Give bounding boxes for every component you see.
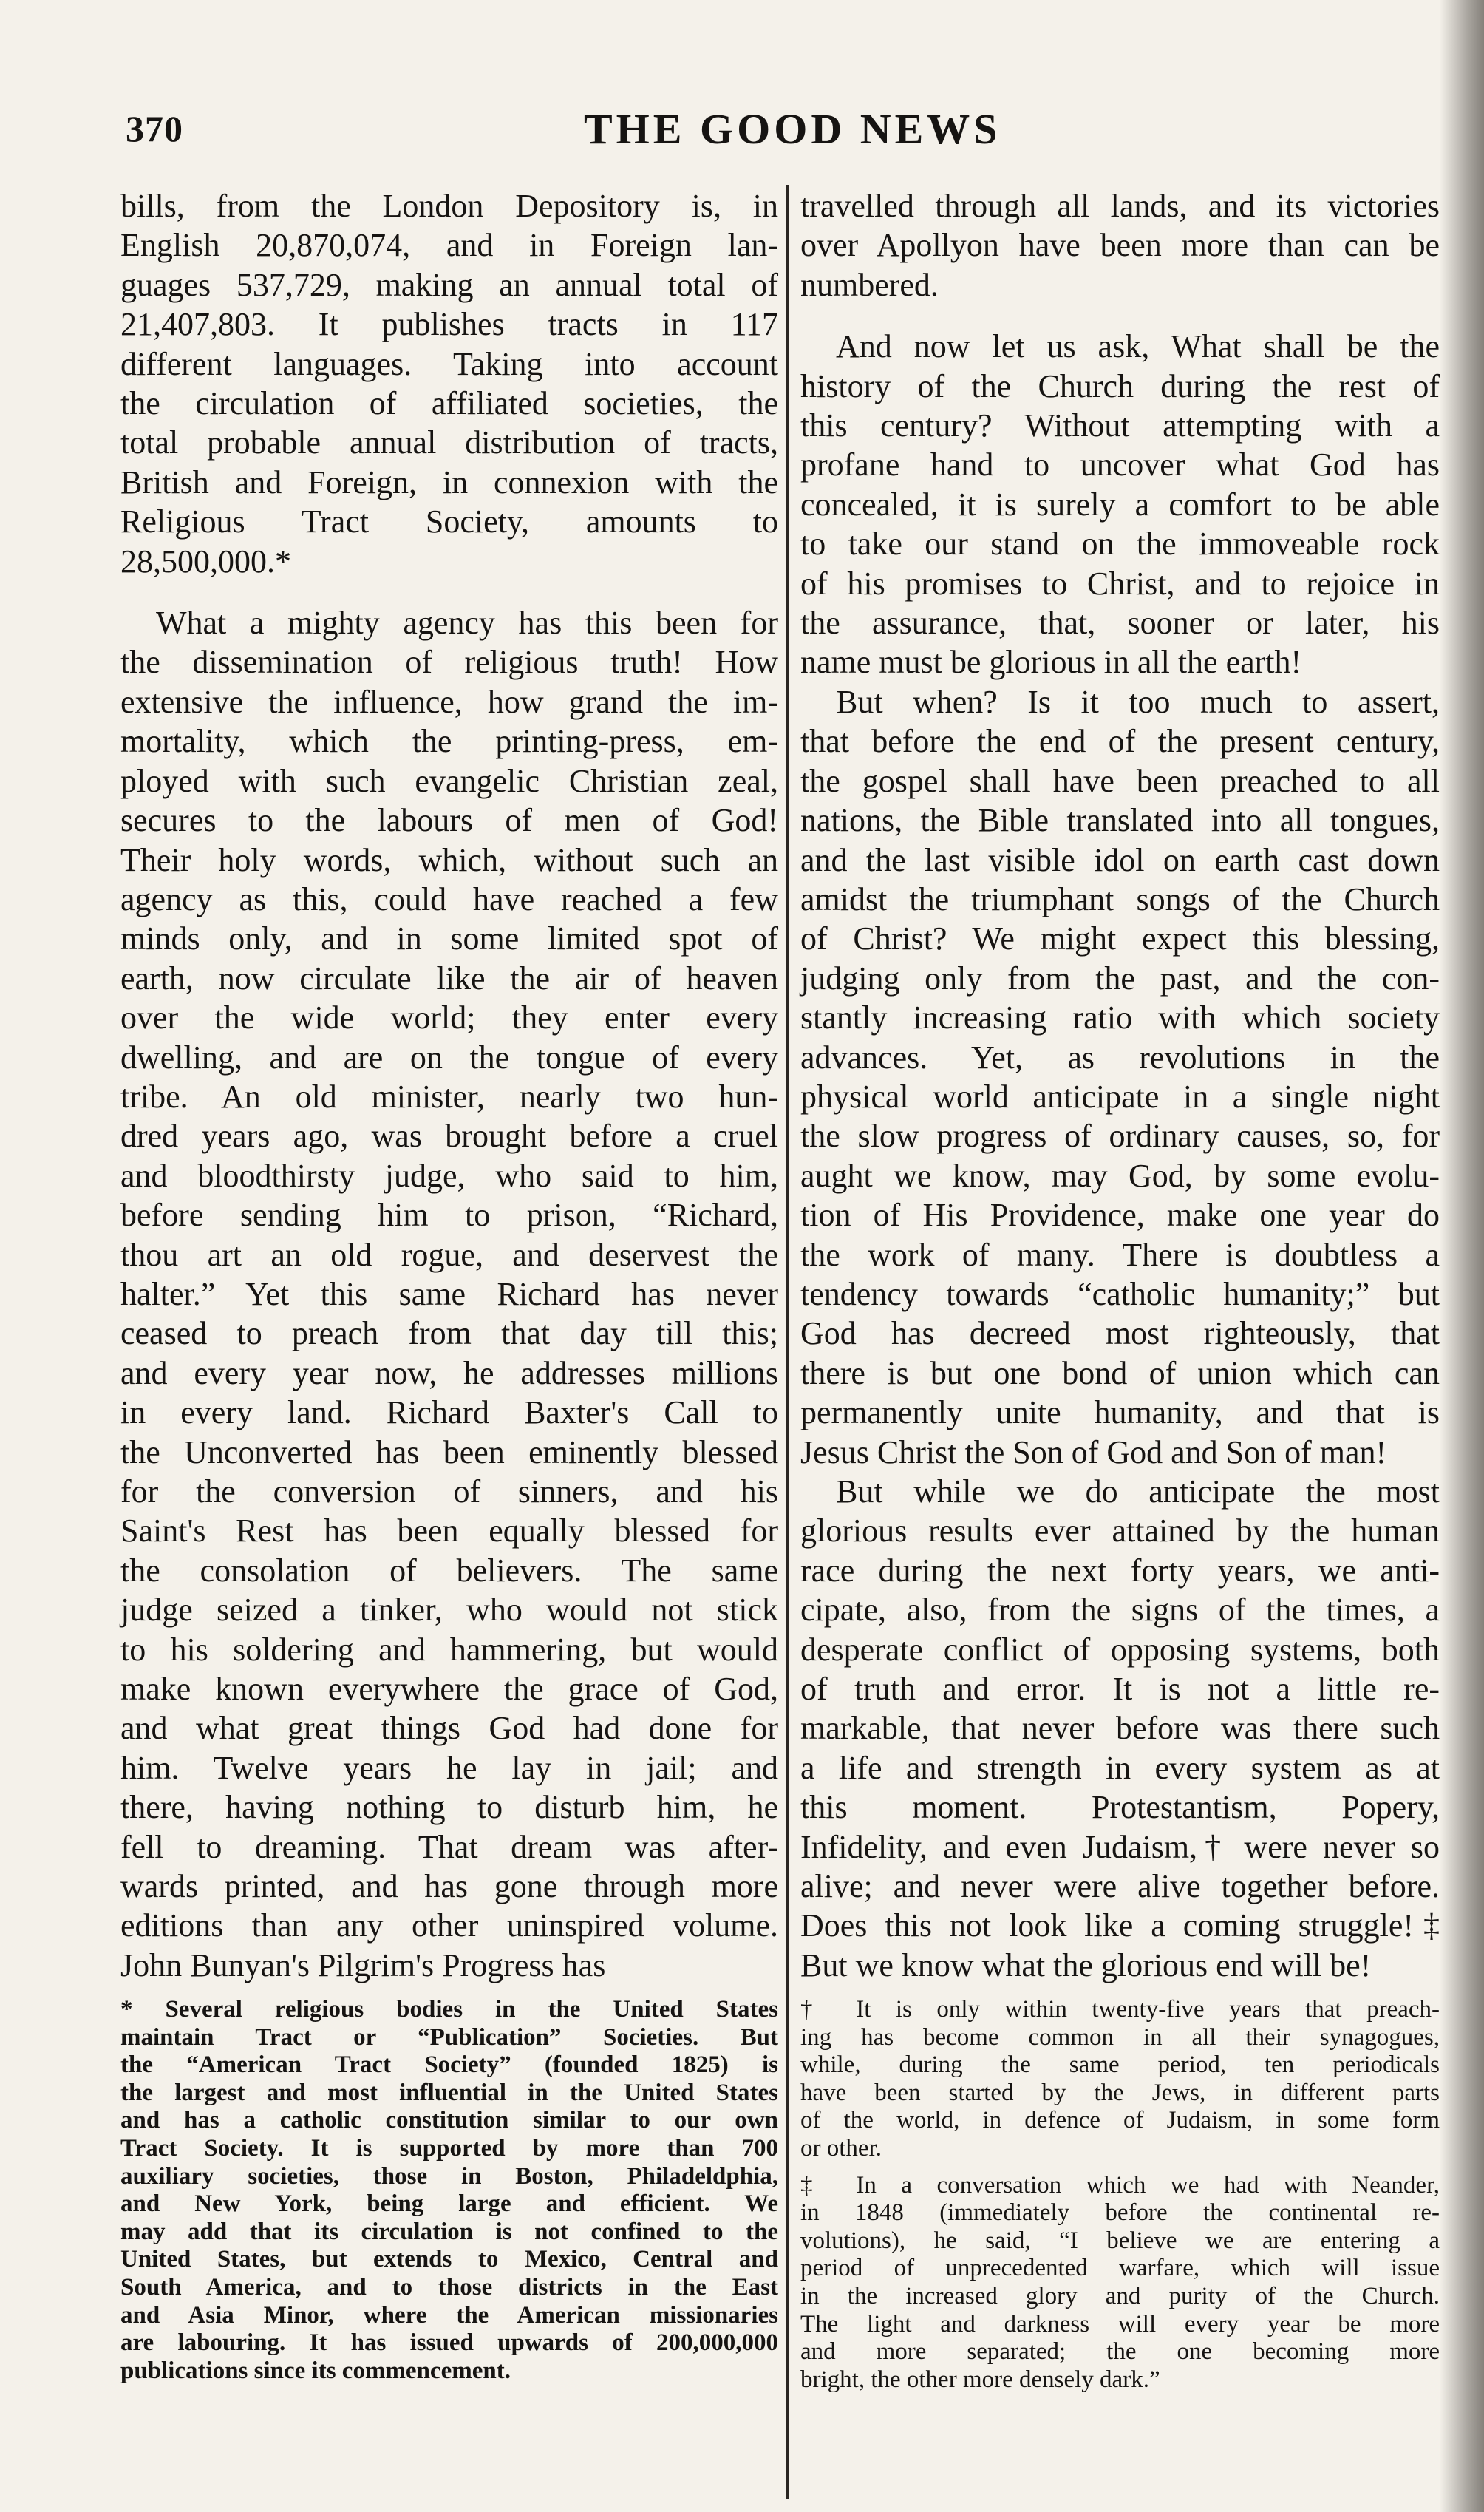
text-line: the assurance, that, sooner or later, his (800, 605, 1440, 642)
text-line: and bloodthirsty judge, who said to him, (120, 1157, 778, 1194)
text-line: secures to the labours of men of God! (120, 802, 778, 839)
text-line: halter.” Yet this same Richard has never (120, 1275, 778, 1312)
text-line: What a mighty agency has this been for (156, 605, 778, 642)
text-line: of the world, in defence of Judaism, in some form (800, 2107, 1440, 2134)
text-line: extensive the influence, how grand the im- (120, 683, 778, 720)
text-line: But while we do anticipate the most (836, 1473, 1440, 1510)
text-line: And now let us ask, What shall be the (836, 328, 1440, 365)
text-line: are labouring. It has issued upwards of 200,000,000 (120, 2329, 778, 2357)
paragraph-history-of-church (800, 327, 1440, 682)
text-line: make known everywhere the grace of God, (120, 1671, 778, 1708)
text-line: United States, but extends to Mexico, Central and (120, 2246, 778, 2273)
page-number: 370 (126, 108, 183, 149)
text-line: have been started by the Jews, in different parts (800, 2079, 1440, 2106)
text-line: wards printed, and has gone through more (120, 1868, 778, 1905)
text-line: bills, from the London Depository is, in (120, 188, 778, 224)
text-line: maintain Tract or “Publication” Societies. But (120, 2023, 778, 2051)
text-line: race during the next forty years, we anti- (800, 1552, 1440, 1589)
text-line: judge seized a tinker, who would not stick (120, 1592, 778, 1629)
footnote-american-tract-society (120, 1996, 778, 2385)
text-line: while, during the same period, ten periodicals (800, 2051, 1440, 2079)
text-line: this moment. Protestantism, Popery, (800, 1789, 1440, 1826)
text-line: to take our stand on the immoveable rock (800, 526, 1440, 563)
text-line: for the conversion of sinners, and his (120, 1473, 778, 1510)
text-line: the work of many. There is doubtless a (800, 1236, 1440, 1273)
column-divider (786, 185, 789, 2499)
text-line: or other. (800, 2134, 882, 2162)
text-line: and New York, being large and efficient. We (120, 2190, 778, 2218)
text-line: fell to dreaming. That dream was after- (120, 1828, 778, 1865)
paragraph-pilgrims-progress-cont (800, 186, 1440, 305)
text-line: over Apollyon have been more than can be (800, 227, 1440, 264)
text-line: markable, that never before was there such (800, 1710, 1440, 1747)
text-line: volutions), he said, “I believe we are entering a (800, 2227, 1440, 2254)
text-line: of his promises to Christ, and to rejoice in (800, 565, 1440, 602)
text-line: may add that its circulation is not confined to the (120, 2218, 778, 2245)
text-line: Does this not look like a coming struggle!‡ (800, 1907, 1440, 1944)
text-line: thou art an old rogue, and deservest the (120, 1236, 778, 1273)
text-line: dwelling, and are on the tongue of every (120, 1039, 778, 1076)
footnote-judaism (800, 1996, 1440, 2163)
text-line: in every land. Richard Baxter's Call to (120, 1394, 778, 1431)
text-line: earth, now circulate like the air of heaven (120, 960, 778, 997)
text-line: stantly increasing ratio with which society (800, 999, 1440, 1036)
text-line: God has decreed most righteously, that (800, 1315, 1440, 1352)
text-line: judging only from the past, and the con- (800, 960, 1440, 997)
paragraph-but-when (800, 682, 1440, 1472)
text-line: the consolation of believers. The same (120, 1552, 778, 1589)
text-line: ployed with such evangelic Christian zeal, (120, 762, 778, 799)
footnote-neander (800, 2172, 1440, 2394)
text-line: and more separated; the one becoming more (800, 2338, 1440, 2366)
text-line: there, having nothing to disturb him, he (120, 1789, 778, 1826)
text-line: But when? Is it too much to assert, (836, 683, 1440, 720)
text-line: ceased to preach from that day till this; (120, 1315, 778, 1352)
paragraph-conflict-of-systems (800, 1472, 1440, 1985)
text-line: history of the Church during the rest of (800, 367, 1440, 404)
text-line: a life and strength in every system as at (800, 1749, 1440, 1786)
text-line: Infidelity, and even Judaism,† were never so (800, 1828, 1440, 1865)
text-line: guages 537,729, making an annual total of (120, 266, 778, 303)
text-line: bright, the other more densely dark.” (800, 2366, 1160, 2393)
text-line: mortality, which the printing-press, em- (120, 723, 778, 760)
text-line: South America, and to those districts in the East (120, 2273, 778, 2301)
text-line: the circulation of affiliated societies, the (120, 385, 778, 422)
text-line: in the increased glory and purity of the Church. (800, 2282, 1440, 2309)
text-line: nations, the Bible translated into all tongues, (800, 802, 1440, 839)
text-line: different languages. Taking into account (120, 345, 778, 382)
text-line: British and Foreign, in connexion with the (120, 464, 778, 500)
page-edge-shadow (1440, 0, 1484, 2512)
page-header (126, 107, 1412, 166)
text-line: publications since its commencement. (120, 2357, 511, 2384)
text-line: and what great things God had done for (120, 1710, 778, 1747)
text-line: the largest and most influential in the United States (120, 2079, 778, 2106)
text-line: the slow progress of ordinary causes, so, for (800, 1118, 1440, 1155)
text-line: the “American Tract Society” (founded 1825) is (120, 2051, 778, 2079)
paragraph-mighty-agency (120, 603, 778, 1985)
left-column (120, 186, 778, 1985)
text-line: to his soldering and hammering, but would (120, 1631, 778, 1668)
text-line: him. Twelve years he lay in jail; and (120, 1749, 778, 1786)
text-line: John Bunyan's Pilgrim's Progress has (120, 1946, 606, 1983)
text-line: in 1848 (immediately before the continental re- (800, 2199, 1440, 2227)
paragraph-tract-statistics (120, 186, 778, 581)
text-line: 28,500,000.* (120, 543, 291, 580)
text-line: travelled through all lands, and its victories (800, 188, 1440, 224)
text-line: ing has become common in all their synagogues, (800, 2023, 1440, 2051)
text-line: desperate conflict of opposing systems, both (800, 1631, 1440, 1668)
text-line: English 20,870,074, and in Foreign lan- (120, 227, 778, 264)
text-line: Their holy words, which, without such an (120, 841, 778, 878)
text-line: glorious results ever attained by the human (800, 1513, 1440, 1549)
text-line: The light and darkness will every year be more (800, 2310, 1440, 2338)
text-line: Tract Society. It is supported by more than 700 (120, 2134, 778, 2162)
text-line: tion of His Providence, make one year do (800, 1197, 1440, 1234)
text-line: aught we know, may God, by some evolu- (800, 1157, 1440, 1194)
footnotes-right (800, 1996, 1440, 2394)
text-line: total probable annual distribution of tracts, (120, 424, 778, 461)
text-line: the dissemination of religious truth! How (120, 644, 778, 681)
text-line: 21,407,803. It publishes tracts in 117 (120, 306, 778, 343)
text-line: * Several religious bodies in the United States (120, 1996, 778, 2023)
text-line: Jesus Christ the Son of God and Son of man! (800, 1433, 1387, 1470)
text-line: there is but one bond of union which can (800, 1354, 1440, 1391)
text-line: and every year now, he addresses millions (120, 1354, 778, 1391)
running-title: THE GOOD NEWS (584, 105, 1001, 153)
text-line: But we know what the glorious end will be! (800, 1946, 1372, 1983)
text-line: † It is only within twenty-five years that preach- (800, 1996, 1440, 2023)
text-line: dred years ago, was brought before a cruel (120, 1118, 778, 1155)
text-line: numbered. (800, 266, 939, 303)
text-line: permanently unite humanity, and that is (800, 1394, 1440, 1431)
text-line: Religious Tract Society, amounts to (120, 503, 778, 540)
text-line: the gospel shall have been preached to all (800, 762, 1440, 799)
text-line: Saint's Rest has been equally blessed for (120, 1513, 778, 1549)
text-line: that before the end of the present century, (800, 723, 1440, 760)
text-line: and has a catholic constitution similar to our own (120, 2107, 778, 2134)
text-line: agency as this, could have reached a few (120, 880, 778, 917)
text-line: ‡ In a conversation which we had with Neander, (800, 2171, 1440, 2199)
text-line: auxiliary societies, those in Boston, Philadeldphia, (120, 2162, 778, 2190)
text-line: concealed, it is surely a comfort to be able (800, 486, 1440, 523)
text-line: over the wide world; they enter every (120, 999, 778, 1036)
text-line: this century? Without attempting with a (800, 407, 1440, 444)
text-line: tribe. An old minister, nearly two hun- (120, 1078, 778, 1115)
text-line: minds only, and in some limited spot of (120, 920, 778, 957)
right-column (800, 186, 1440, 1985)
text-line: editions than any other uninspired volume. (120, 1907, 778, 1944)
text-line: and the last visible idol on earth cast down (800, 841, 1440, 878)
text-line: physical world anticipate in a single night (800, 1078, 1440, 1115)
text-line: amidst the triumphant songs of the Church (800, 880, 1440, 917)
text-line: of Christ? We might expect this blessing, (800, 920, 1440, 957)
text-line: tendency towards “catholic humanity;” but (800, 1275, 1440, 1312)
text-line: alive; and never were alive together before. (800, 1868, 1440, 1905)
text-line: and Asia Minor, where the American missionaries (120, 2301, 778, 2329)
text-line: before sending him to prison, “Richard, (120, 1197, 778, 1234)
text-line: of truth and error. It is not a little re- (800, 1671, 1440, 1708)
text-line: period of unprecedented warfare, which will issue (800, 2255, 1440, 2282)
text-line: advances. Yet, as revolutions in the (800, 1039, 1440, 1076)
text-line: profane hand to uncover what God has (800, 447, 1440, 483)
text-line: name must be glorious in all the earth! (800, 644, 1302, 681)
text-line: the Unconverted has been eminently blessed (120, 1433, 778, 1470)
text-line: cipate, also, from the signs of the times, a (800, 1592, 1440, 1629)
